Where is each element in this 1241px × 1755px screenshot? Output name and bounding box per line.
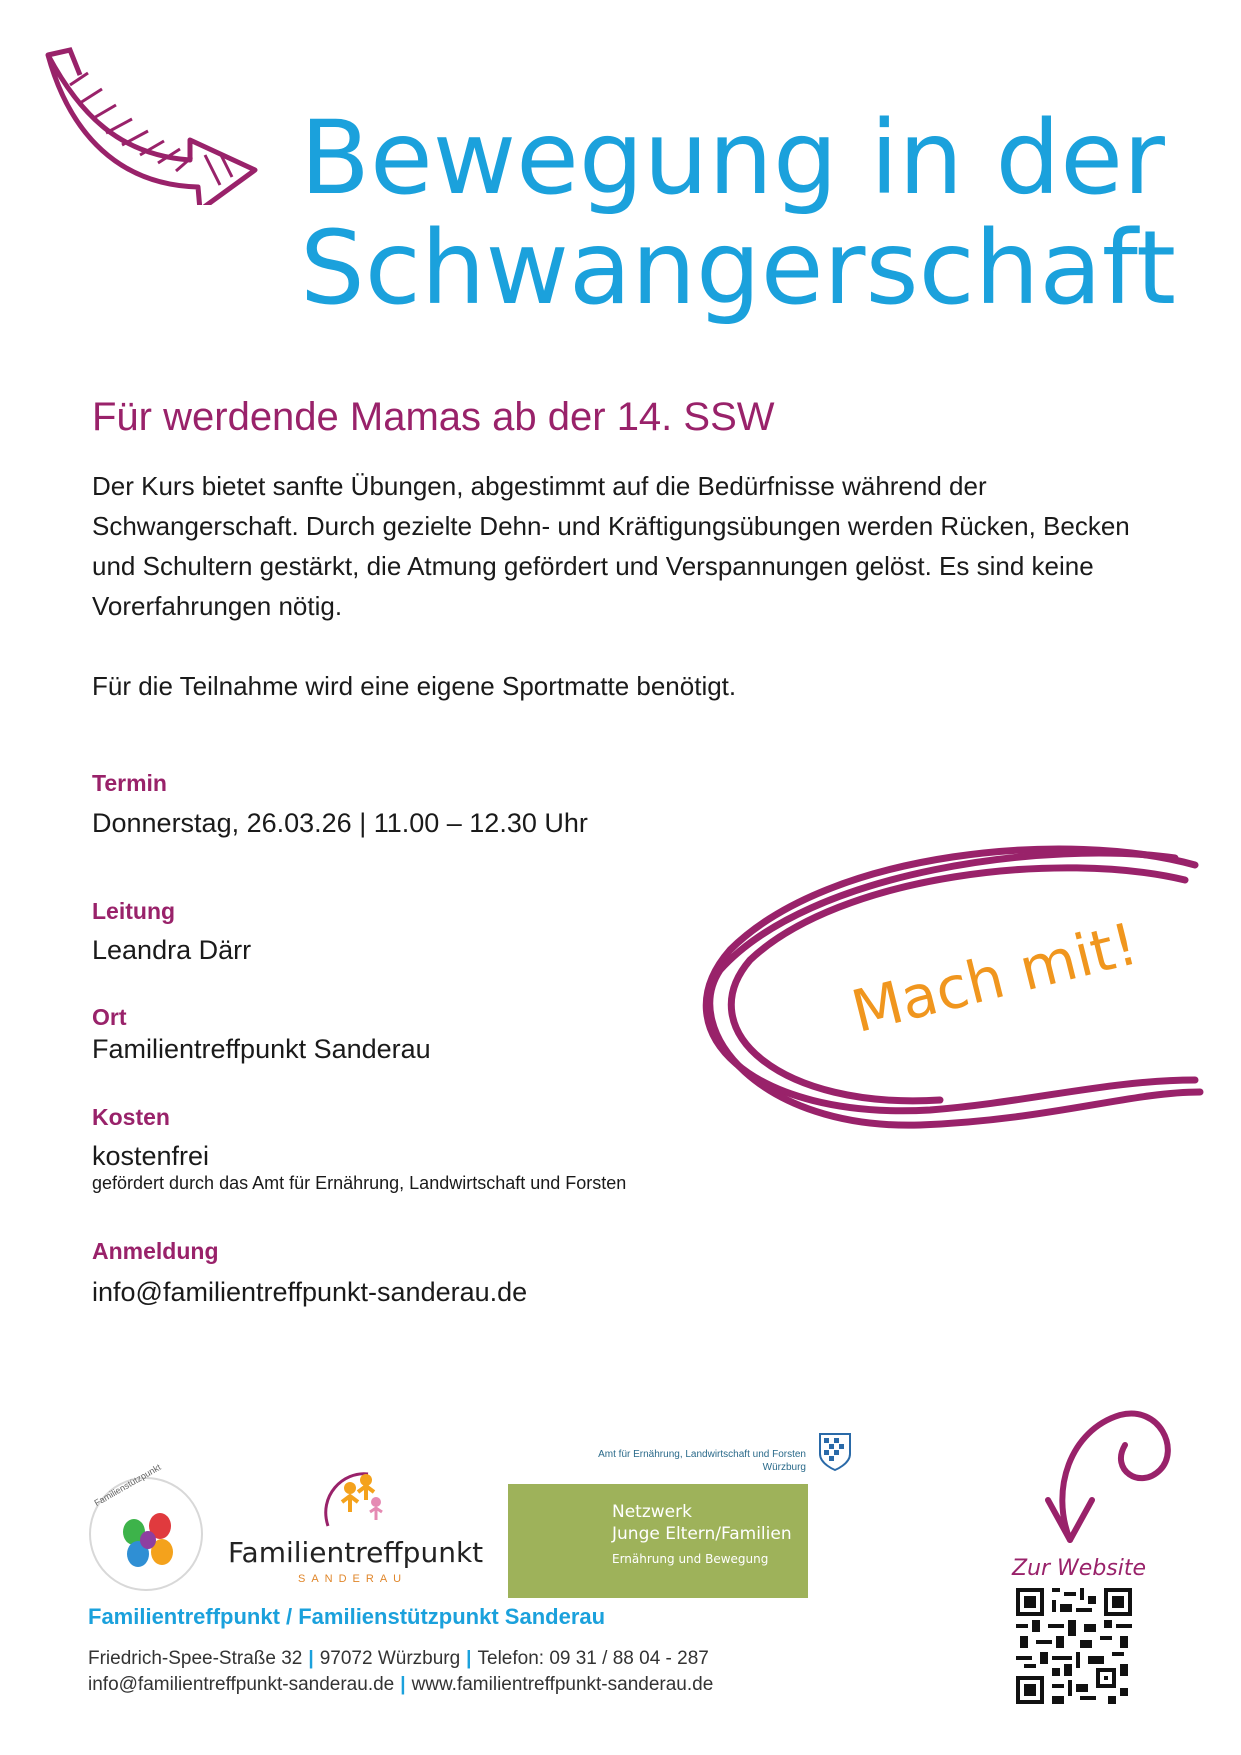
footer-address-line: Friedrich-Spee-Straße 32 | 97072 Würzburg | Telefon: 09 31 / 88 04 - 287 (88, 1648, 709, 1669)
netzwerk-line2: Junge Eltern/Familien (612, 1524, 792, 1544)
ort-label: Ort (92, 1004, 127, 1030)
ort-value: Familientreffpunkt Sanderau (92, 1034, 431, 1064)
termin-label: Termin (92, 770, 167, 796)
netzwerk-logo (508, 1484, 808, 1598)
familienstuetzpunkt-logo (86, 1461, 206, 1594)
subtitle: Für werdende Mamas ab der 14. SSW (92, 395, 775, 439)
footer-city: 97072 Würzburg (319, 1648, 461, 1669)
footer-phone: Telefon: 09 31 / 88 04 - 287 (477, 1648, 709, 1669)
stuetzpunkt-logo-text: Familienstützpunkt (92, 1461, 163, 1509)
page-title-line-1: Bewegung in der (300, 99, 1165, 218)
footer-email[interactable]: info@familientreffpunkt-sanderau.de (88, 1674, 395, 1695)
netzwerk-line1: Netzwerk (612, 1502, 692, 1522)
termin-value: Donnerstag, 26.03.26 | 11.00 – 12.30 Uhr (92, 808, 588, 838)
kosten-value: kostenfrei (92, 1141, 210, 1171)
course-description: Der Kurs bietet sanfte Übungen, abgestimmt auf die Bedürfnisse während der Schwangerschaft. Durch gezielte Dehn- und Kräftigungsübungen werden Rücken, Becken und Schultern gestärkt, die Atmung gefördert und Verspannungen gelöst. Es sind keine Vorerfahrungen nötig. (92, 471, 1130, 621)
footer-address: Friedrich-Spee-Straße 32 (88, 1648, 303, 1669)
familientreffpunkt-logo-sub: SANDERAU (298, 1573, 408, 1585)
amt-logo-line2: Würzburg (762, 1462, 806, 1473)
footer-title: Familientreffpunkt / Familienstützpunkt Sanderau (88, 1604, 606, 1629)
familientreffpunkt-logo-text: Familientreffpunkt (228, 1536, 484, 1569)
footer-contact-line: info@familientreffpunkt-sanderau.de | www.familientreffpunkt-sanderau.de (88, 1674, 714, 1695)
leitung-value: Leandra Därr (92, 935, 252, 965)
bavaria-crest-icon (818, 1432, 852, 1472)
anmeldung-email[interactable]: info@familientreffpunkt-sanderau.de (92, 1277, 528, 1307)
kosten-note: gefördert durch das Amt für Ernährung, Landwirtschaft und Forsten (92, 1173, 627, 1193)
page-title-line-2: Schwangerschaft (300, 209, 1176, 328)
netzwerk-line3: Ernährung und Bewegung (612, 1552, 769, 1566)
familientreffpunkt-figures-icon (318, 1466, 398, 1536)
arrow-right-icon (40, 45, 270, 205)
qr-code-icon[interactable] (1016, 1588, 1132, 1704)
footer-website[interactable]: www.familientreffpunkt-sanderau.de (411, 1674, 714, 1695)
kosten-label: Kosten (92, 1104, 170, 1130)
anmeldung-label: Anmeldung (92, 1238, 219, 1264)
leitung-label: Leitung (92, 898, 176, 924)
qr-label: Zur Website (1012, 1556, 1147, 1581)
curly-arrow-down-icon (1030, 1400, 1190, 1550)
amt-logo-line1: Amt für Ernährung, Landwirtschaft und Forsten (598, 1449, 806, 1460)
mat-note: Für die Teilnahme wird eine eigene Sportmatte benötigt. (92, 671, 737, 701)
mach-mit-callout: Mach mit! (845, 909, 1145, 1046)
